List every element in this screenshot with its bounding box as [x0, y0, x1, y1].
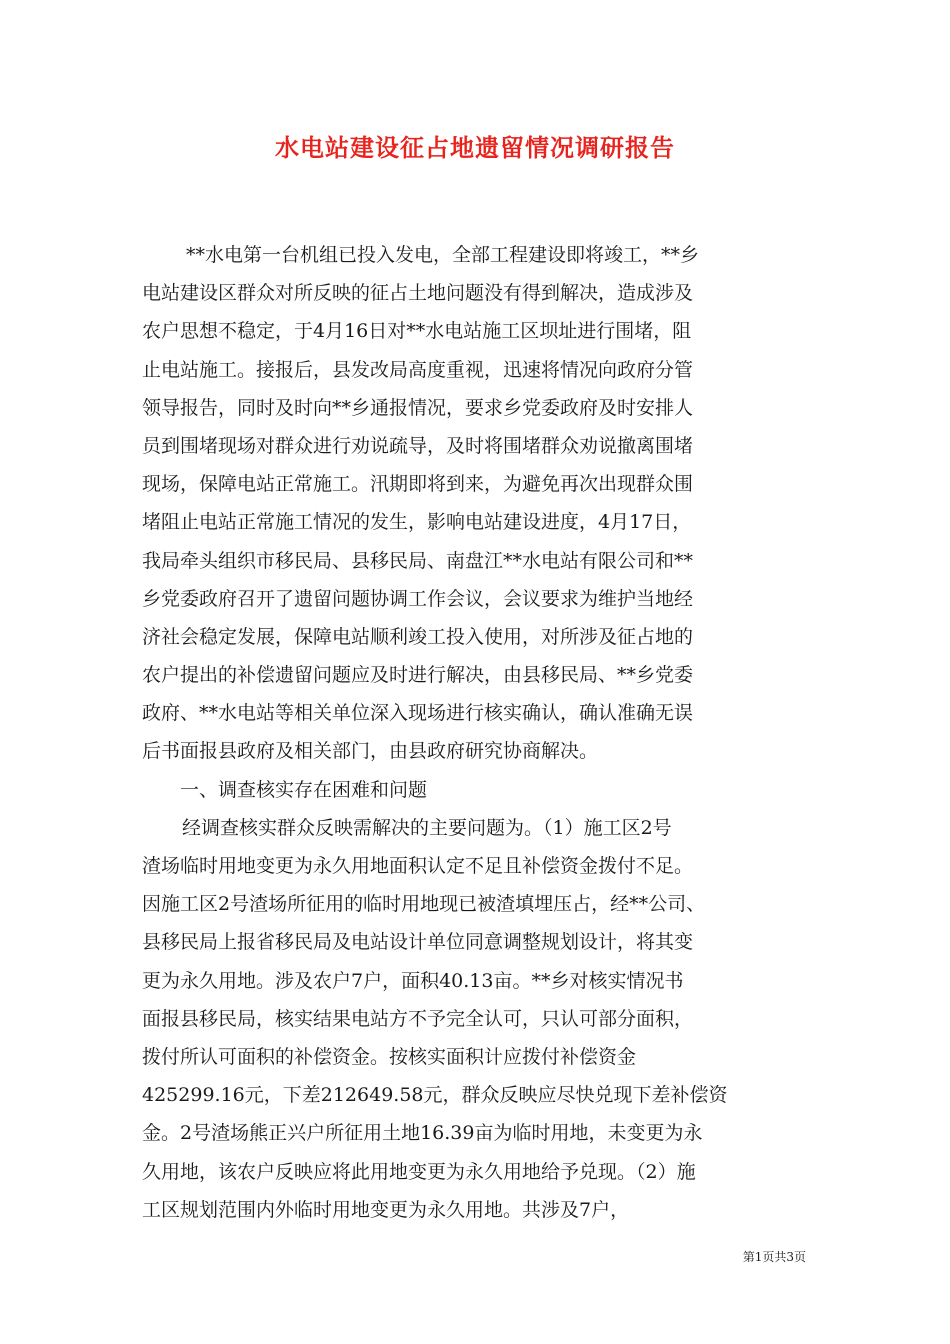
body-line: 因施工区2号渣场所征用的临时用地现已被渣填埋压占，经**公司、	[142, 893, 706, 916]
body-line: 农户思想不稳定，于4月16日对**水电站施工区坝址进行围堵，阻	[142, 320, 692, 343]
body-line: 久用地，该农户反映应将此用地变更为永久用地给予兑现。（2）施	[142, 1160, 696, 1183]
body-line: 金。2号渣场熊正兴户所征用土地16.39亩为临时用地，未变更为永	[142, 1122, 703, 1145]
body-line: 经调查核实群众反映需解决的主要问题为。（1）施工区2号	[182, 816, 672, 839]
body-line: 政府、**水电站等相关单位深入现场进行核实确认，确认准确无误	[142, 702, 694, 725]
document-body	[142, 236, 822, 1229]
body-line: 工区规划范围内外临时用地变更为永久用地。共涉及7户，	[142, 1198, 630, 1221]
body-line: 堵阻止电站正常施工情况的发生，影响电站建设进度，4月17日，	[142, 511, 692, 534]
body-line: 农户提出的补偿遗留问题应及时进行解决，由县移民局、**乡党委	[142, 664, 694, 687]
body-line: 济社会稳定发展，保障电站顺利竣工投入使用，对所涉及征占地的	[142, 625, 694, 648]
body-line: 止电站施工。接报后，县发改局高度重视，迅速将情况向政府分管	[142, 358, 694, 381]
section-heading: 一、调查核实存在困难和问题	[180, 778, 428, 801]
page-number: 第1页共3页	[742, 1250, 806, 1264]
document-title: 水电站建设征占地遗留情况调研报告	[275, 133, 675, 162]
body-line: 现场，保障电站正常施工。汛期即将到来，为避免再次出现群众围	[142, 473, 694, 496]
body-line: 乡党委政府召开了遗留问题协调工作会议，会议要求为维护当地经	[142, 587, 694, 610]
body-line: 电站建设区群众对所反映的征占土地问题没有得到解决，造成涉及	[142, 282, 694, 305]
body-line: 面报县移民局，核实结果电站方不予完全认可，只认可部分面积，	[142, 1007, 694, 1030]
body-line: **水电第一台机组已投入发电，全部工程建设即将竣工，**乡	[186, 244, 700, 266]
body-line: 渣场临时用地变更为永久用地面积认定不足且补偿资金拨付不足。	[142, 855, 694, 877]
body-line: 425299.16元，下差212649.58元，群众反映应尽快兑现下差补偿资	[142, 1084, 728, 1107]
body-line: 拨付所认可面积的补偿资金。按核实面积计应拨付补偿资金	[142, 1045, 637, 1068]
body-line: 更为永久用地。涉及农户7户，面积40.13亩。**乡对核实情况书	[142, 969, 684, 992]
body-line: 员到围堵现场对群众进行劝说疏导，及时将围堵群众劝说撤离围堵	[142, 434, 694, 457]
body-line: 县移民局上报省移民局及电站设计单位同意调整规划设计，将其变	[142, 931, 694, 954]
body-line: 我局牵头组织市移民局、县移民局、南盘江**水电站有限公司和**	[142, 549, 694, 572]
body-line: 领导报告，同时及时向**乡通报情况，要求乡党委政府及时安排人	[142, 396, 694, 419]
body-line: 后书面报县政府及相关部门，由县政府研究协商解决。	[142, 740, 599, 763]
